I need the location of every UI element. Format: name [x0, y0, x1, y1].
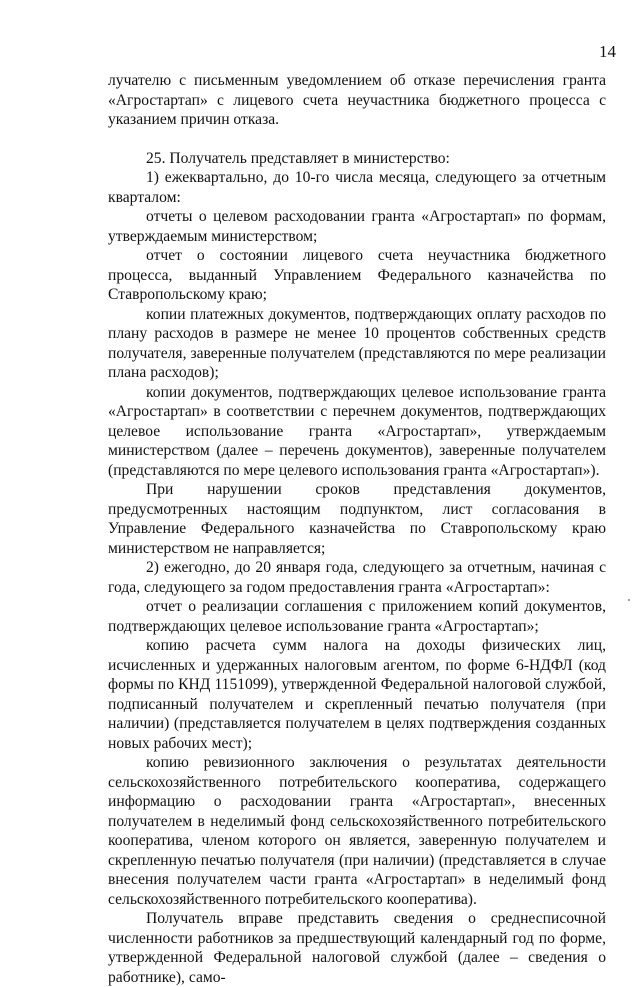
paragraph: отчет о состоянии лицевого счета неучастника бюджетного процесса, выданный Управлением Федерального казначейства по Ставропольскому краю; — [108, 247, 606, 303]
scan-speck — [628, 599, 630, 601]
paragraph: копию расчета сумм налога на доходы физических лиц, исчисленных и удержанных налоговым агентом, по форме 6-НДФЛ (код формы по КНД 1151099), утвержденной Федеральной налоговой службой, подписанный получателем и скрепленный печатью получателя (при наличии) (представляется получателем в целях подтверждения созданных новых рабочих мест); — [108, 637, 606, 752]
paragraph: лучателю с письменным уведомлением об отказе перечисления гранта «Агростартап» с лицевого счета неучастника бюджетного процесса с указанием причин отказа. — [108, 72, 606, 128]
paragraph: Получатель вправе представить сведения о среднесписочной численности работников за предшествующий календарный год по форме, утвержденной Федеральной налоговой службой (далее – сведения о работнике), само- — [108, 910, 606, 986]
page-number: 14 — [599, 42, 616, 61]
paragraph: отчеты о целевом расходовании гранта «Агростартап» по формам, утверждаемым министерством; — [108, 208, 606, 245]
paragraph: 2) ежегодно, до 20 января года, следующего за отчетным, начиная с года, следующего за годом предоставления гранта «Агростартап»: — [108, 559, 606, 596]
paragraph: При нарушении сроков представления документов, предусмотренных настоящим подпунктом, лист согласования в Управление Федерального казначейства по Ставропольскому краю министерством не направляется; — [108, 481, 606, 557]
document-body — [108, 71, 606, 987]
paragraph: 1) ежеквартально, до 10-го числа месяца, следующего за отчетным кварталом: — [108, 169, 606, 206]
paragraph: отчет о реализации соглашения с приложением копий документов, подтверждающих целевое использование гранта «Агростартап»; — [108, 598, 606, 635]
paragraph: 25. Получатель представляет в министерство: — [146, 149, 450, 167]
paragraph: копии платежных документов, подтверждающих оплату расходов по плану расходов в размере не менее 10 процентов собственных средств получателя, заверенные получателем (представляются по мере реализации плана расходов); — [108, 305, 606, 381]
paragraph: копии документов, подтверждающих целевое использование гранта «Агростартап» в соответствии с перечнем документов, подтверждающих целевое использование гранта «Агростартап», утверждаемым министерством (далее – перечень документов), заверенные получателем (представляются по мере целевого использования гранта «Агростартап»). — [108, 383, 606, 479]
paragraph: копию ревизионного заключения о результатах деятельности сельскохозяйственного потребительского кооператива, содержащего информацию о расходовании гранта «Агростартап», внесенных получателем в неделимый фонд сельскохозяйственного потребительского кооператива, членом которого он является, заверенную получателем и скрепленную печатью получателя (при наличии) (представляется в случае внесения получателем части гранта «Агростартап» в неделимый фонд сельскохозяйственного потребительского кооператива). — [108, 754, 606, 908]
